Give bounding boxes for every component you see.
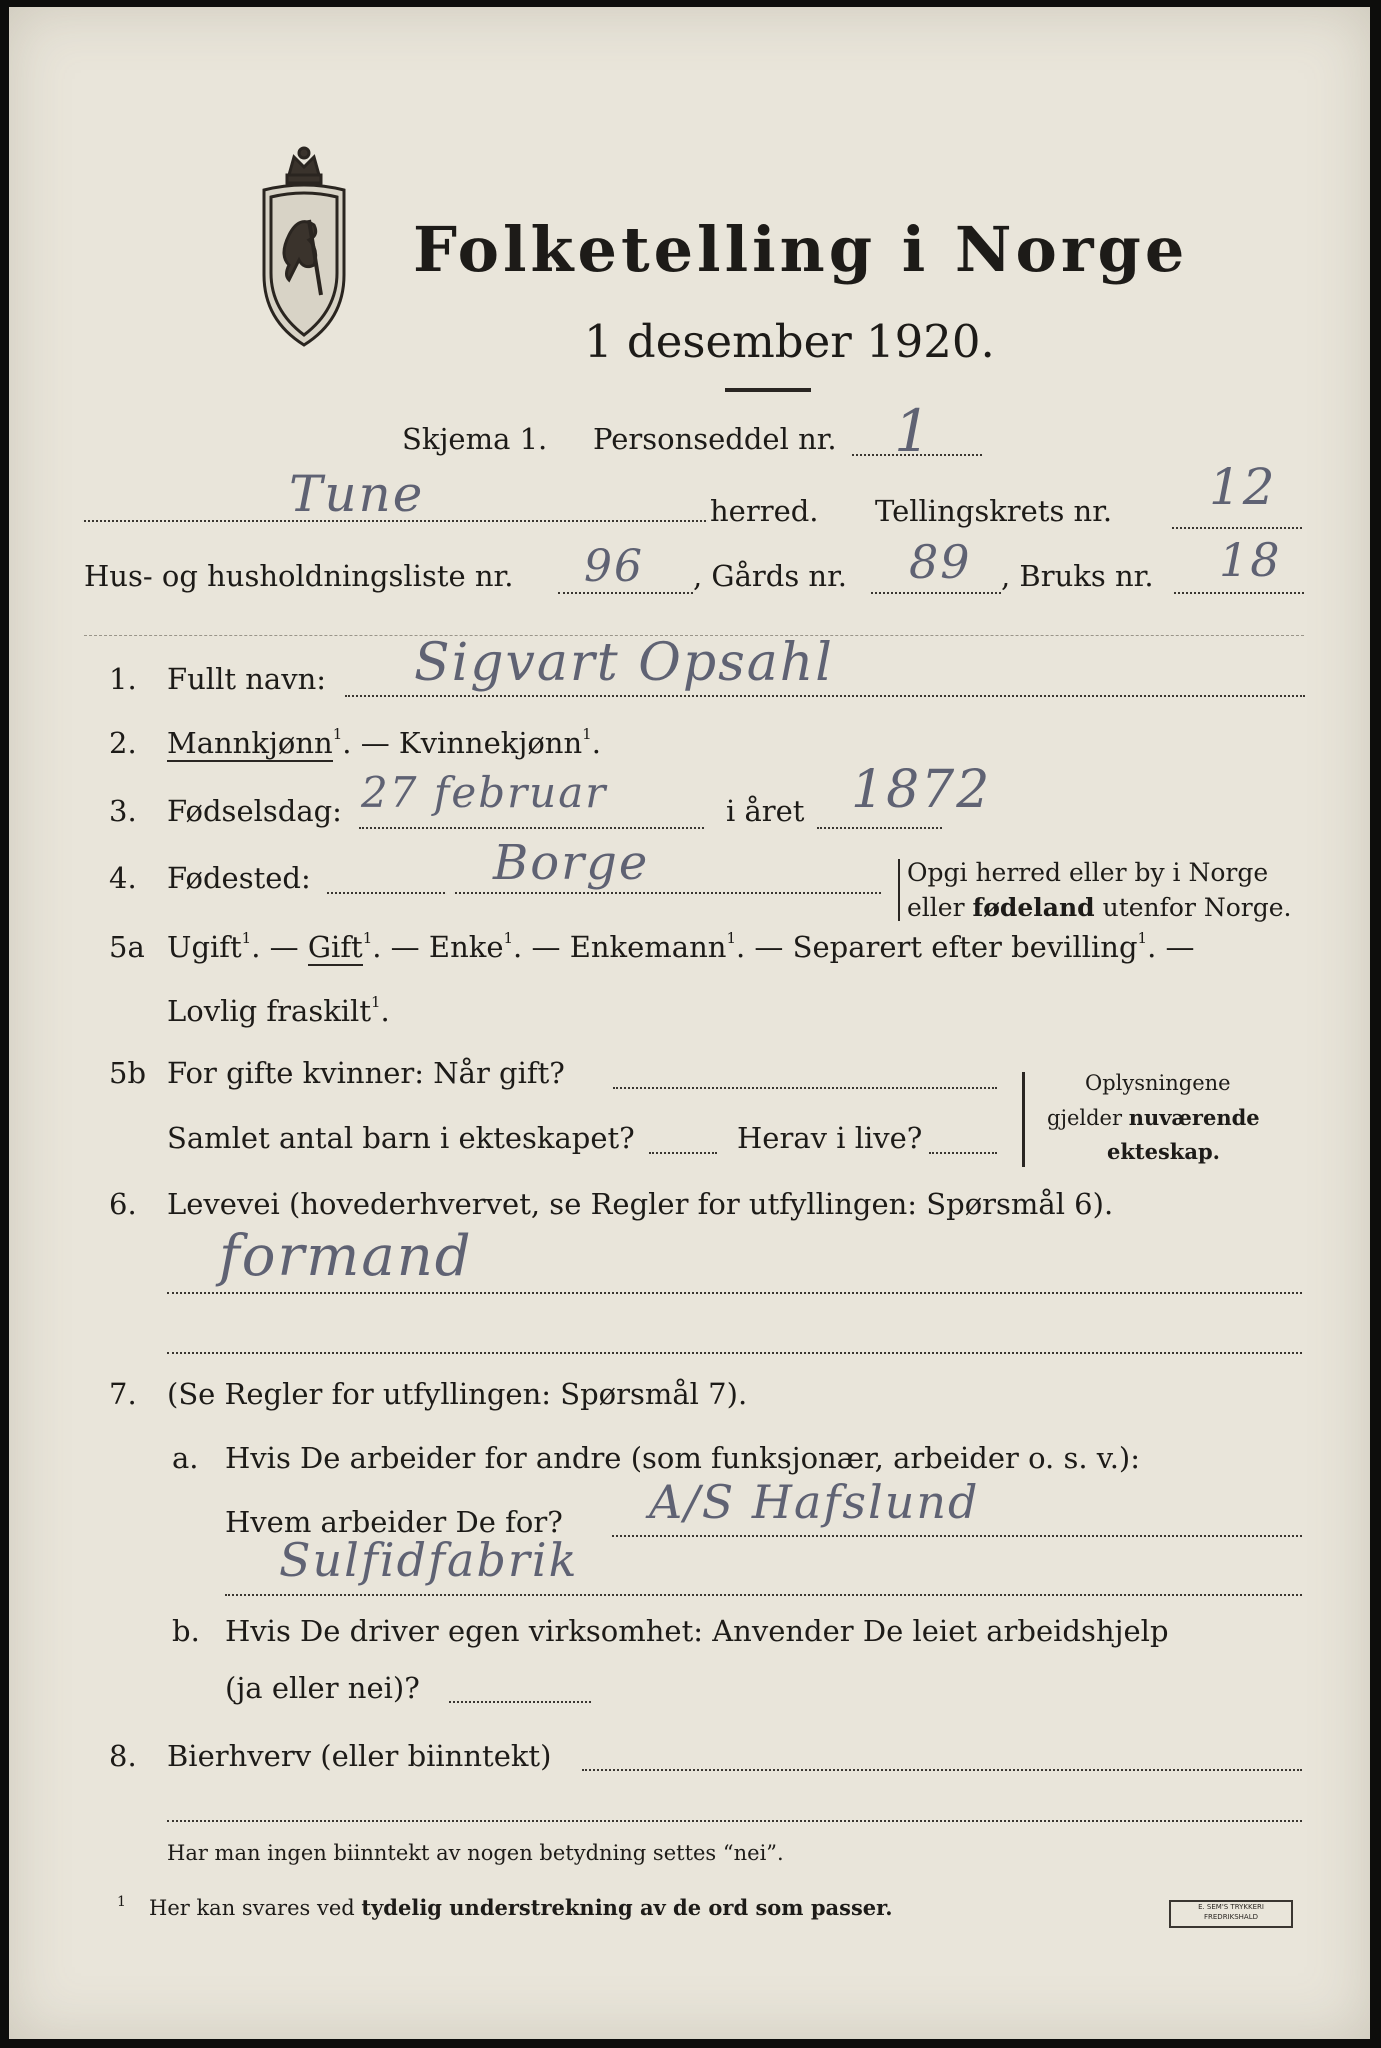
q7b-letter: b. xyxy=(172,1614,200,1648)
q6-label: Levevei (hovederhvervet, se Regler for utfyllingen: Spørsmål 6). xyxy=(167,1187,1114,1221)
children-count-field[interactable] xyxy=(649,1152,717,1154)
option-separert[interactable]: Separert efter bevilling xyxy=(792,930,1138,964)
q7-number: 7. xyxy=(109,1377,137,1411)
option-lovlig-fraskilt[interactable]: Lovlig fraskilt xyxy=(167,994,371,1028)
q7-label: (Se Regler for utfyllingen: Spørsmål 7). xyxy=(167,1377,748,1411)
option-kvinnekjonn[interactable]: Kvinnekjønn xyxy=(398,726,583,760)
q8-label: Bierhverv (eller biinntekt) xyxy=(167,1739,552,1773)
q5a-number: 5a xyxy=(109,930,145,964)
q4-note-line1: Opgi herred eller by i Norge xyxy=(907,858,1269,887)
occupation-field-1[interactable] xyxy=(167,1292,1302,1294)
occupation-value: formand xyxy=(219,1224,473,1289)
norwegian-coat-of-arms-icon xyxy=(249,145,359,355)
side-income-field[interactable] xyxy=(582,1769,1302,1771)
birthday-field[interactable] xyxy=(359,827,704,829)
bruks-value: 18 xyxy=(1219,533,1282,587)
q2-line: Mannkjønn$^1$. — Kvinnekjønn$^1$. xyxy=(167,725,601,760)
schema-label: Skjema 1. xyxy=(402,422,548,456)
birthplace-field-a[interactable] xyxy=(327,892,445,894)
q5b-label2: Samlet antal barn i ekteskapet? xyxy=(167,1121,635,1155)
census-form-page xyxy=(9,7,1370,2039)
q1-number: 1. xyxy=(109,662,137,696)
tellingskrets-value: 12 xyxy=(1209,458,1277,516)
option-enkemann[interactable]: Enkemann xyxy=(569,930,727,964)
q8-note: Har man ingen biinntekt av nogen betydning settes “nei”. xyxy=(167,1841,784,1865)
bruks-label: , Bruks nr. xyxy=(1001,559,1154,593)
title-divider xyxy=(725,388,811,392)
q5b-brace xyxy=(1022,1072,1025,1167)
q5b-note-line2: gjelder nuværende xyxy=(1047,1105,1260,1130)
q4-label: Fødested: xyxy=(167,861,311,895)
form-date: 1 desember 1920. xyxy=(584,315,995,368)
q5b-label1: For gifte kvinner: Når gift? xyxy=(167,1056,565,1090)
birthday-value: 27 februar xyxy=(361,768,608,817)
q4-note-line2: eller fødeland utenfor Norge. xyxy=(907,893,1292,922)
gards-field[interactable] xyxy=(871,592,1001,594)
hus-label: Hus- og husholdningsliste nr. xyxy=(84,559,514,593)
q7b-question: (ja eller nei)? xyxy=(225,1671,420,1705)
q5b-number: 5b xyxy=(109,1056,147,1090)
q7a-letter: a. xyxy=(172,1441,199,1475)
gards-value: 89 xyxy=(909,535,972,589)
q7a-question: Hvem arbeider De for? xyxy=(225,1505,563,1539)
employer-field[interactable] xyxy=(612,1535,1302,1537)
bruks-field[interactable] xyxy=(1174,592,1304,594)
hired-help-field[interactable] xyxy=(449,1701,591,1703)
children-alive-field[interactable] xyxy=(929,1152,997,1154)
birthplace-field[interactable] xyxy=(455,892,881,894)
year-label: i året xyxy=(726,794,805,828)
birth-year-field[interactable] xyxy=(817,827,942,829)
herred-label: herred. xyxy=(710,494,819,528)
gards-label: , Gårds nr. xyxy=(693,559,847,593)
option-ugift[interactable]: Ugift xyxy=(167,930,242,964)
option-mannkjonn[interactable]: Mannkjønn xyxy=(167,726,333,760)
employer-value-line2: Sulfidfabrik xyxy=(279,1533,579,1587)
married-when-field[interactable] xyxy=(613,1087,997,1089)
employer-value-line1: A/S Hafslund xyxy=(649,1475,980,1529)
q6-number: 6. xyxy=(109,1187,137,1221)
hus-field[interactable] xyxy=(558,592,693,594)
q3-label: Fødselsdag: xyxy=(167,794,342,828)
personseddel-label: Personseddel nr. xyxy=(593,422,837,456)
tellingskrets-label: Tellingskrets nr. xyxy=(875,494,1113,528)
form-title: Folketelling i Norge xyxy=(413,213,1189,286)
personseddel-value: 1 xyxy=(894,397,933,465)
footnote-mark: 1 xyxy=(117,1894,126,1910)
employer-field-2[interactable] xyxy=(225,1594,1302,1596)
option-gift[interactable]: Gift xyxy=(307,930,363,964)
full-name-value: Sigvart Opsahl xyxy=(414,633,834,693)
q2-number: 2. xyxy=(109,726,137,760)
hus-value: 96 xyxy=(584,541,644,592)
footnote-text: Her kan svares ved tydelig understrekning av de ord som passer. xyxy=(149,1895,893,1920)
side-income-field-2[interactable] xyxy=(167,1820,1302,1822)
q5b-note-line1: Oplysningene xyxy=(1085,1071,1231,1095)
q5b-label3: Herav i live? xyxy=(737,1121,923,1155)
printer-stamp: E. SEM'S TRYKKERI FREDRIKSHALD xyxy=(1169,1900,1293,1928)
birthplace-value: Borge xyxy=(493,835,650,891)
q7b-text: Hvis De driver egen virksomhet: Anvender De leiet arbeidshjelp xyxy=(225,1614,1169,1648)
q8-number: 8. xyxy=(109,1739,137,1773)
q5a-line1: Ugift$^1$. — Gift$^1$. — Enke$^1$. — Enkemann$^1$. — Separert efter bevilling$^1$. — xyxy=(167,929,1195,964)
q3-number: 3. xyxy=(109,794,137,828)
occupation-field-2[interactable] xyxy=(167,1352,1302,1354)
birth-year-value: 1872 xyxy=(851,760,992,820)
q5b-note-line3: ekteskap. xyxy=(1107,1139,1220,1164)
q5a-line2: Lovlig fraskilt$^1$. xyxy=(167,993,390,1028)
q1-label: Fullt navn: xyxy=(167,662,327,696)
tellingskrets-field[interactable] xyxy=(1172,527,1302,529)
option-enke[interactable]: Enke xyxy=(428,930,504,964)
q4-number: 4. xyxy=(109,861,137,895)
q4-brace xyxy=(898,859,900,921)
full-name-field[interactable] xyxy=(345,695,1305,697)
herred-value: Tune xyxy=(289,465,425,523)
q7a-text: Hvis De arbeider for andre (som funksjonær, arbeider o. s. v.): xyxy=(225,1441,1141,1475)
